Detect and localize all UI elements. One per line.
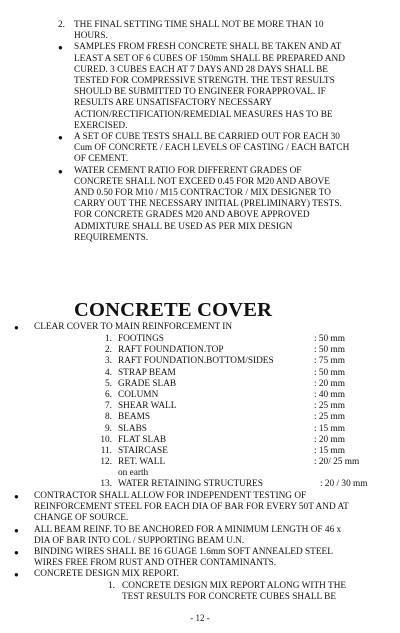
note-line: TEST RESULTS FOR CONCRETE CUBES SHALL BE [122, 591, 337, 602]
row-number: 2. [105, 345, 112, 356]
note-line: AND 0.50 FOR M10 / M15 CONTRACTOR / MIX DESIGNER TO [74, 188, 331, 199]
cover-row [88, 412, 388, 423]
cover-row [88, 479, 388, 490]
row-element-line: RET. WALL [118, 457, 166, 468]
top-notes [58, 20, 378, 244]
row-element: FLAT SLAB [118, 434, 167, 445]
note-line: BINDING WIRES SHALL BE 16 GUAGE 1.6mm SOFT ANNEALED STEEL [34, 547, 333, 558]
note-line: Cum OF CONCRETE / EACH LEVELS OF CASTING / EACH BATCH [74, 143, 350, 154]
row-element: FOOTINGS [118, 334, 164, 344]
note-bullet-binding-wires [14, 547, 386, 569]
row-element: COLUMN [118, 389, 159, 400]
row-number: 6. [105, 389, 112, 400]
note-line: CARRY OUT THE NECESSARY INITIAL (PRELIMINARY) TESTS. [74, 199, 342, 210]
row-element-line: on earth [118, 468, 149, 479]
note-line: CONCRETE DESIGN MIX REPORT. [34, 569, 179, 580]
note-line: CURED. 3 CUBES EACH AT 7 DAYS AND 28 DAYS SHALL BE [74, 64, 328, 75]
item-number: 2. [58, 20, 65, 30]
bullet-icon: ● [14, 323, 19, 332]
cover-row [88, 424, 388, 435]
row-cover-value: : 20 / 30 mm [320, 479, 368, 490]
row-cover-value: : 15 mm [314, 445, 345, 456]
note-line: REQUIREMENTS. [74, 232, 149, 243]
row-number: 3. [105, 356, 112, 367]
row-number: 8. [105, 412, 112, 423]
cover-row [88, 345, 388, 356]
row-number: 5. [105, 378, 112, 389]
note-line: FOR CONCRETE GRADES M20 AND ABOVE APPROVED [74, 210, 310, 221]
cover-row [88, 435, 388, 446]
note-line: THE FINAL SETTING TIME SHALL NOT BE MORE THAN 10 [74, 20, 324, 30]
note-line: WATER CEMENT RATIO FOR DIFFERENT GRADES OF [74, 165, 302, 176]
cover-intro-bullet [14, 322, 394, 333]
note-bullet-steel-testing [14, 491, 386, 525]
row-number: 10. [100, 434, 112, 445]
note-line: ACTION/RECTIFICATION/REMEDIAL MEASURES HAS TO BE [74, 109, 333, 120]
cover-table [88, 334, 388, 491]
cover-row [88, 334, 388, 345]
cover-row [88, 368, 388, 379]
row-element: SLABS [118, 423, 147, 434]
note-line: OF CEMENT. [74, 154, 129, 165]
note-item-2 [58, 20, 378, 42]
row-number: 13. [100, 479, 112, 490]
row-number: 12. [100, 457, 112, 468]
row-cover-value: : 20 mm [314, 434, 345, 445]
bullet-icon: ● [58, 133, 63, 143]
row-cover-value: : 25 mm [314, 412, 345, 423]
row-cover-value: : 20 mm [314, 378, 345, 389]
cover-row [88, 446, 388, 457]
row-number: 1. [105, 334, 112, 344]
row-number: 7. [105, 401, 112, 412]
mix-report-sub-item [108, 581, 386, 603]
row-element: GRADE SLAB [118, 378, 177, 389]
note-line: CONCRETE SHALL NOT EXCEED 0.45 FOR M20 AND ABOVE [74, 176, 330, 187]
note-line: CONCRETE DESIGN MIX REPORT ALONG WITH THE [122, 580, 347, 591]
row-cover-value: : 75 mm [314, 356, 345, 367]
note-line: LEAST A SET OF 6 CUBES OF 150mm SHALL BE PREPARED AND [74, 53, 345, 64]
row-number: 9. [105, 423, 112, 434]
row-element: STAIRCASE [118, 445, 168, 456]
note-line: CHANGE OF SOURCE. [34, 513, 129, 524]
section-heading: CONCRETE COVER [74, 299, 273, 321]
row-element: RAFT FOUNDATION.TOP [118, 345, 224, 356]
note-line: REINFORCEMENT STEEL FOR EACH DIA OF BAR FOR EVERY 50T AND AT [34, 502, 349, 513]
note-line: ADMIXTURE SHALL BE USED AS PER MIX DESIGN [74, 221, 293, 232]
row-cover-value: : 50 mm [314, 334, 345, 344]
note-bullet-anchorage [14, 525, 386, 547]
note-line: ALL BEAM REINF. TO BE ANCHORED FOR A MINIMUM LENGTH OF 46 x [34, 524, 342, 535]
note-line: EXERCISED. [74, 120, 128, 131]
item-number: 1. [108, 580, 115, 591]
bottom-notes [14, 491, 386, 603]
note-line: WIRES FREE FROM RUST AND OTHER CONTAMINANTS. [34, 558, 277, 569]
note-line: SHOULD BE SUBMITTED TO ENGINEER FORAPPROVAL. IF [74, 87, 326, 98]
bullet-icon: ● [14, 570, 19, 580]
row-cover-value: : 25 mm [314, 401, 345, 412]
cover-row [88, 356, 388, 367]
row-number: 11. [100, 445, 112, 456]
note-line: CONTRACTOR SHALL ALLOW FOR INDEPENDENT TESTING OF [34, 491, 307, 501]
row-number: 4. [105, 367, 112, 378]
bullet-icon: ● [14, 548, 19, 558]
row-cover-value: : 50 mm [314, 345, 345, 356]
bullet-icon: ● [58, 43, 63, 53]
bullet-icon: ● [58, 166, 63, 176]
cover-intro-text: CLEAR COVER TO MAIN REINFORCEMENT IN [34, 322, 233, 332]
bullet-icon: ● [14, 525, 19, 535]
page-number: - 12 - [190, 613, 210, 623]
row-cover-value: : 40 mm [314, 389, 345, 400]
note-bullet-water-cement [58, 166, 378, 244]
row-element: STRAP BEAM [118, 367, 176, 378]
note-line: TESTED FOR COMPRESSIVE STRENGTH. THE TEST RESULTS [74, 76, 335, 87]
row-element: SHEAR WALL [118, 401, 177, 412]
note-bullet-cube-tests [58, 132, 378, 166]
row-element [118, 457, 288, 479]
row-element: WATER RETAINING STRUCTURES [118, 479, 263, 490]
row-element: BEAMS [118, 412, 151, 423]
cover-row [88, 379, 388, 390]
cover-row [88, 401, 388, 412]
row-cover-value: : 50 mm [314, 367, 345, 378]
cover-row [88, 457, 388, 479]
note-bullet-mix-report [14, 569, 386, 580]
note-line: A SET OF CUBE TESTS SHALL BE CARRIED OUT FOR EACH 30 [74, 132, 340, 143]
note-line: RESULTS ARE UNSATISFACTORY NECESSARY [74, 98, 273, 109]
note-line: HOURS. [74, 31, 108, 42]
note-line: SAMPLES FROM FRESH CONCRETE SHALL BE TAKEN AND AT [74, 42, 342, 53]
note-line: DIA OF BAR INTO COL / SUPPORTING BEAM U.N. [34, 535, 245, 546]
row-cover-value: : 15 mm [314, 423, 345, 434]
bullet-icon: ● [14, 492, 19, 501]
row-element: RAFT FOUNDATION.BOTTOM/SIDES [118, 356, 274, 367]
cover-row [88, 390, 388, 401]
note-bullet-samples [58, 42, 378, 132]
row-cover-value: : 20/ 25 mm [314, 457, 360, 468]
